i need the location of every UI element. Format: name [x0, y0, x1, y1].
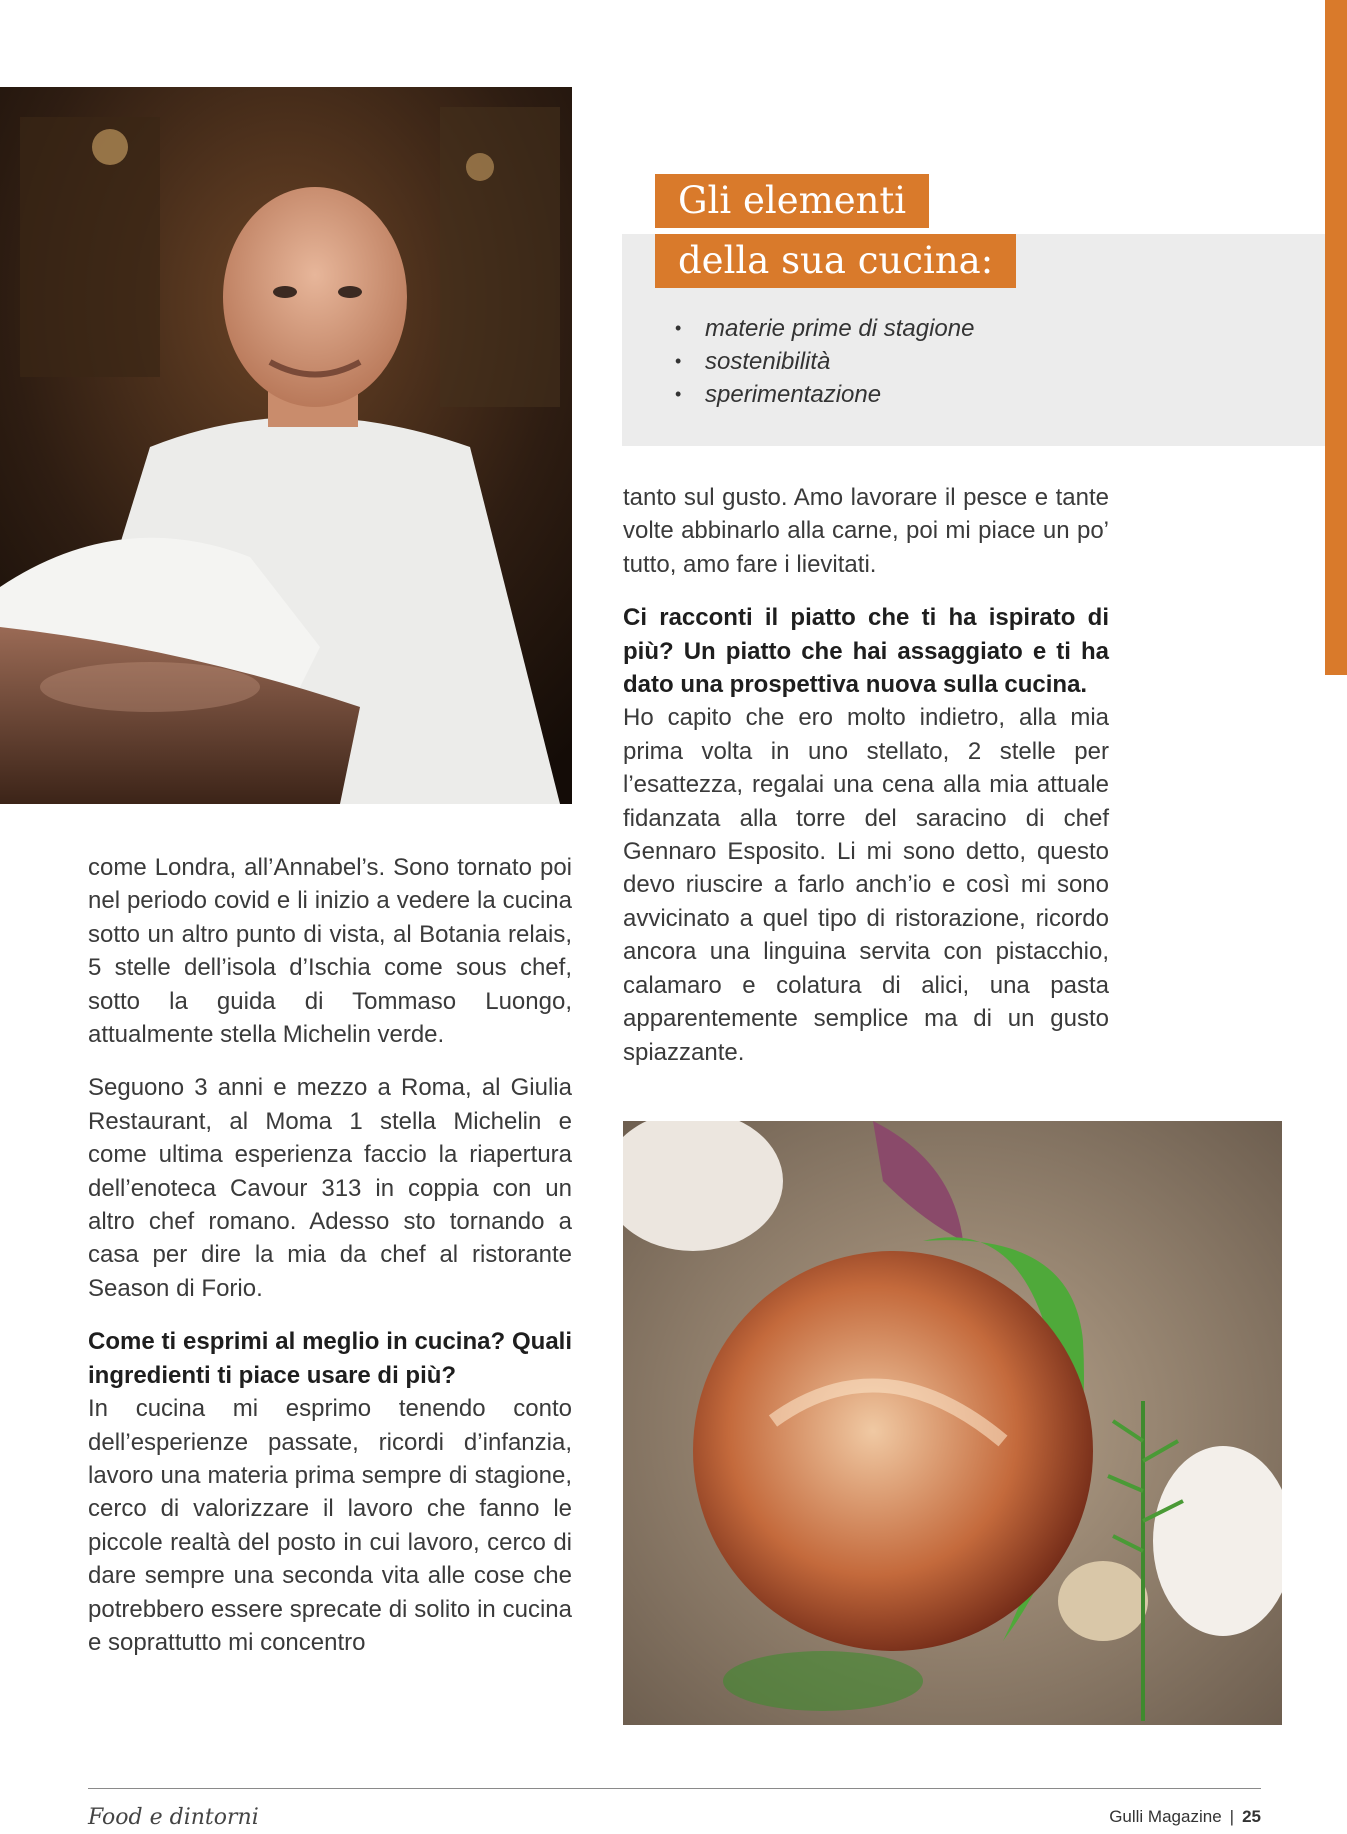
elements-list	[675, 312, 974, 411]
interview-answer: In cucina mi esprimo tenendo conto dell’esperienze passate, ricordi d’infanzia, lavoro una materia prima sempre di stagione, cerco di valorizzare il lavoro che fanno le piccole realtà del posto in cui lavoro, cerco di dare sempre una seconda vita alle cose che potrebbero essere sprecate di solito in cucina e soprattutto mi concentro	[88, 1395, 572, 1656]
elements-title-line2: della sua cucina:	[655, 234, 1016, 288]
right-column-text	[623, 481, 1109, 1069]
paragraph: Seguono 3 anni e mezzo a Roma, al Giulia Restaurant, al Moma 1 stella Michelin e come ultima esperienza faccio la riapertura dell’enoteca Cavour 313 in coppia con un altro chef romano. Adesso sto tornando a casa per dire la mia da chef al ristorante Season di Forio.	[88, 1074, 572, 1302]
list-item: • sostenibilità	[675, 345, 974, 378]
footer-separator: |	[1229, 1807, 1235, 1826]
paragraph: tanto sul gusto. Amo lavorare il pesce e tante volte abbinarlo alla carne, poi mi piace un po’ tutto, amo fare i lievitati.	[623, 484, 1109, 578]
section-side-tab	[1325, 0, 1347, 675]
interview-question: Come ti esprimi al meglio in cucina? Quali ingredienti ti piace usare di più?	[88, 1328, 572, 1389]
list-item: • materie prime di stagione	[675, 312, 974, 345]
paragraph: come Londra, all’Annabel’s. Sono tornato poi nel periodo covid e li inizio a vedere la cucina sotto un altro punto di vista, al Botania relais, 5 stelle dell’isola d’Ischia come sous chef, sotto la guida di Tommaso Luongo, attualmente stella Michelin verde.	[88, 854, 572, 1049]
footer-page-info	[1109, 1807, 1261, 1827]
interview-question: Ci racconti il piatto che ti ha ispirato di più? Un piatto che hai assaggiato e ti ha dato una prospettiva nuova sulla cucina.	[623, 604, 1109, 699]
list-item: • sperimentazione	[675, 378, 974, 411]
bullet-icon: •	[675, 351, 682, 371]
footer-section-name: Food e dintorni	[88, 1805, 259, 1830]
elements-title-line1: Gli elementi	[655, 174, 929, 228]
bullet-icon: •	[675, 318, 682, 338]
interview-answer: Ho capito che ero molto indietro, alla mia prima volta in uno stellato, 2 stelle per l’esattezza, regalai una cena alla mia attuale fidanzata alla torre del saracino di chef Gennaro Esposito. Li mi sono detto, questo devo riuscire a farlo anch’io e così mi sono avvicinato a quel tipo di ristorazione, ricordo ancora una linguina servita con pistacchio, calamaro e colatura di alici, una pasta apparentemente semplice ma di un gusto spiazzante.	[623, 704, 1109, 1066]
left-column-text	[88, 851, 572, 1659]
magazine-name: Gulli Magazine	[1109, 1807, 1222, 1826]
footer-divider	[88, 1788, 1261, 1789]
bullet-icon: •	[675, 384, 682, 404]
dish-photo	[623, 1121, 1282, 1725]
page-number: 25	[1242, 1807, 1261, 1826]
chef-portrait-photo	[0, 87, 572, 804]
